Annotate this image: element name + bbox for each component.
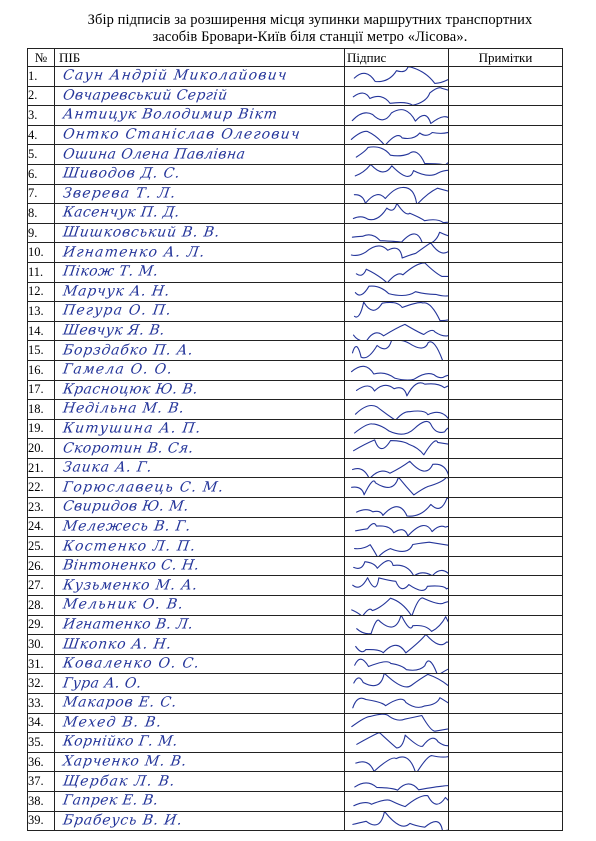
row-number: 28. (28, 596, 55, 616)
signature-cell (345, 321, 449, 341)
handwritten-name: Китушина А. П. (61, 420, 203, 437)
name-cell (55, 164, 345, 184)
signature-scribble (347, 164, 443, 184)
signature-scribble (347, 752, 443, 772)
handwritten-name: Игнатенко А. Л. (61, 244, 207, 261)
notes-cell (449, 537, 563, 557)
handwritten-name: Гапрек Е. В. (61, 792, 160, 809)
handwritten-name: Зверева Т. Л. (61, 185, 178, 202)
row-number: 19. (28, 419, 55, 439)
notes-cell (449, 419, 563, 439)
signature-scribble (347, 733, 443, 753)
table-row (28, 282, 563, 302)
handwritten-name: Шиводов Д. С. (61, 165, 182, 182)
notes-cell (449, 145, 563, 165)
table-row (28, 674, 563, 694)
notes-cell (449, 556, 563, 576)
table-row (28, 635, 563, 655)
signature-scribble (347, 106, 443, 126)
signature-scribble (347, 615, 443, 635)
signature-scribble (347, 811, 443, 831)
signature-cell (345, 184, 449, 204)
name-cell (55, 694, 345, 714)
table-row (28, 341, 563, 361)
name-cell (55, 106, 345, 126)
notes-cell (449, 635, 563, 655)
table-row (28, 439, 563, 459)
name-cell (55, 360, 345, 380)
signature-scribble (347, 360, 443, 380)
row-number: 2. (28, 86, 55, 106)
table-row (28, 164, 563, 184)
row-number: 4. (28, 125, 55, 145)
signature-scribble (347, 674, 443, 694)
name-cell (55, 615, 345, 635)
handwritten-name: Брабеусь В. И. (61, 812, 184, 829)
handwritten-name: Недільна М. В. (61, 401, 186, 418)
signature-cell (345, 400, 449, 420)
row-number: 35. (28, 733, 55, 753)
signature-cell (345, 576, 449, 596)
signature-cell (345, 752, 449, 772)
signature-cell (345, 556, 449, 576)
table-row (28, 262, 563, 282)
handwritten-name: Мележесь В. Г. (61, 518, 193, 535)
handwritten-name: Борздабко П. А. (61, 342, 195, 359)
notes-cell (449, 576, 563, 596)
notes-cell (449, 733, 563, 753)
signature-scribble (347, 243, 443, 263)
handwritten-name: Мельник О. В. (61, 597, 186, 614)
handwritten-name: Щербак Л. В. (61, 773, 177, 790)
name-cell (55, 67, 345, 87)
table-row (28, 752, 563, 772)
name-cell (55, 321, 345, 341)
table-row (28, 419, 563, 439)
signature-scribble (347, 262, 443, 282)
name-cell (55, 635, 345, 655)
signature-cell (345, 106, 449, 126)
name-cell (55, 262, 345, 282)
handwritten-name: Кузьменко М. А. (61, 577, 199, 594)
signature-table (27, 48, 563, 831)
name-cell (55, 537, 345, 557)
signature-scribble (347, 125, 443, 145)
row-number: 9. (28, 223, 55, 243)
row-number: 38. (28, 791, 55, 811)
name-cell (55, 302, 345, 322)
notes-cell (449, 615, 563, 635)
table-row (28, 184, 563, 204)
name-cell (55, 145, 345, 165)
notes-cell (449, 596, 563, 616)
signature-scribble (347, 302, 443, 322)
notes-cell (449, 86, 563, 106)
signature-scribble (347, 498, 443, 518)
signature-scribble (347, 537, 443, 557)
notes-cell (449, 302, 563, 322)
handwritten-name: Овчаревський Сергій (61, 87, 229, 104)
name-cell (55, 458, 345, 478)
signature-scribble (347, 400, 443, 420)
signature-scribble (347, 86, 443, 106)
row-number: 33. (28, 694, 55, 714)
row-number: 14. (28, 321, 55, 341)
signature-cell (345, 596, 449, 616)
row-number: 17. (28, 380, 55, 400)
row-number: 30. (28, 635, 55, 655)
header-signature: Підпис (345, 49, 449, 67)
row-number: 7. (28, 184, 55, 204)
notes-cell (449, 772, 563, 792)
signature-cell (345, 713, 449, 733)
handwritten-name: Мехед В. В. (61, 714, 164, 731)
table-row (28, 556, 563, 576)
row-number: 10. (28, 243, 55, 263)
table-row (28, 498, 563, 518)
row-number: 18. (28, 400, 55, 420)
signature-cell (345, 791, 449, 811)
name-cell (55, 791, 345, 811)
signature-scribble (347, 223, 443, 243)
name-cell (55, 576, 345, 596)
notes-cell (449, 380, 563, 400)
notes-cell (449, 282, 563, 302)
table-row (28, 67, 563, 87)
name-cell (55, 517, 345, 537)
row-number: 5. (28, 145, 55, 165)
signature-cell (345, 772, 449, 792)
table-row (28, 615, 563, 635)
name-cell (55, 596, 345, 616)
name-cell (55, 204, 345, 224)
header-number: № (28, 49, 55, 67)
signature-scribble (347, 184, 443, 204)
signature-cell (345, 478, 449, 498)
signature-cell (345, 204, 449, 224)
signature-cell (345, 67, 449, 87)
notes-cell (449, 752, 563, 772)
row-number: 16. (28, 360, 55, 380)
row-number: 13. (28, 302, 55, 322)
row-number: 23. (28, 498, 55, 518)
notes-cell (449, 674, 563, 694)
signature-scribble (347, 478, 443, 498)
handwritten-name: Гура А. О. (61, 675, 143, 692)
notes-cell (449, 791, 563, 811)
notes-cell (449, 439, 563, 459)
row-number: 39. (28, 811, 55, 831)
name-cell (55, 556, 345, 576)
signature-cell (345, 458, 449, 478)
notes-cell (449, 321, 563, 341)
table-row (28, 106, 563, 126)
name-cell (55, 380, 345, 400)
notes-cell (449, 184, 563, 204)
name-cell (55, 713, 345, 733)
signature-scribble (347, 67, 443, 87)
handwritten-name: Шевчук Я. В. (61, 322, 166, 339)
row-number: 22. (28, 478, 55, 498)
signature-scribble (347, 204, 443, 224)
table-row (28, 517, 563, 537)
signature-scribble (347, 419, 443, 439)
notes-cell (449, 400, 563, 420)
signature-scribble (347, 713, 443, 733)
signature-cell (345, 125, 449, 145)
signature-cell (345, 811, 449, 831)
signature-scribble (347, 576, 443, 596)
handwritten-name: Вінтоненко С. Н. (61, 557, 201, 574)
table-header-row (28, 49, 563, 67)
handwritten-name: Шкопко А. Н. (61, 636, 173, 653)
signature-scribble (347, 635, 443, 655)
signature-scribble (347, 145, 443, 165)
signature-cell (345, 635, 449, 655)
signature-scribble (347, 596, 443, 616)
signature-cell (345, 419, 449, 439)
title-line-2: засобів Бровари-Київ біля станції метро «Лісова». (152, 29, 468, 45)
row-number: 31. (28, 654, 55, 674)
document-title (40, 12, 580, 46)
row-number: 26. (28, 556, 55, 576)
table-row (28, 791, 563, 811)
table-row (28, 204, 563, 224)
notes-cell (449, 478, 563, 498)
row-number: 25. (28, 537, 55, 557)
name-cell (55, 811, 345, 831)
signature-cell (345, 439, 449, 459)
row-number: 34. (28, 713, 55, 733)
signature-scribble (347, 772, 443, 792)
signature-cell (345, 615, 449, 635)
signature-scribble (347, 556, 443, 576)
notes-cell (449, 694, 563, 714)
signature-scribble (347, 380, 443, 400)
name-cell (55, 654, 345, 674)
table-row (28, 321, 563, 341)
handwritten-name: Антицук Володимир Вікт (61, 107, 279, 124)
header-name: ПІБ (55, 49, 345, 67)
signature-cell (345, 654, 449, 674)
name-cell (55, 478, 345, 498)
row-number: 8. (28, 204, 55, 224)
signature-cell (345, 380, 449, 400)
row-number: 11. (28, 262, 55, 282)
handwritten-name: Марчук А. Н. (61, 283, 172, 300)
signature-cell (345, 302, 449, 322)
table-row (28, 400, 563, 420)
signature-cell (345, 360, 449, 380)
handwritten-name: Касенчук П. Д. (61, 205, 181, 222)
row-number: 36. (28, 752, 55, 772)
signature-cell (345, 517, 449, 537)
name-cell (55, 674, 345, 694)
notes-cell (449, 204, 563, 224)
table-row (28, 380, 563, 400)
table-row (28, 596, 563, 616)
name-cell (55, 86, 345, 106)
handwritten-name: Гамела О. О. (61, 361, 175, 378)
handwritten-name: Харченко М. В. (61, 753, 189, 770)
notes-cell (449, 262, 563, 282)
notes-cell (449, 811, 563, 831)
title-line-1: Збір підписів за розширення місця зупинки маршрутних транспортних (87, 12, 533, 28)
signature-cell (345, 262, 449, 282)
handwritten-name: Свиридов Ю. М. (61, 499, 190, 516)
row-number: 20. (28, 439, 55, 459)
row-number: 37. (28, 772, 55, 792)
table-row (28, 811, 563, 831)
table-row (28, 125, 563, 145)
name-cell (55, 223, 345, 243)
handwritten-name: Красноцюк Ю. В. (61, 381, 200, 398)
row-number: 3. (28, 106, 55, 126)
handwritten-name: Заика А. Г. (61, 459, 154, 476)
handwritten-name: Горюславець С. М. (61, 479, 226, 496)
table-row (28, 86, 563, 106)
notes-cell (449, 498, 563, 518)
table-row (28, 223, 563, 243)
row-number: 15. (28, 341, 55, 361)
signature-cell (345, 164, 449, 184)
row-number: 1. (28, 67, 55, 87)
row-number: 6. (28, 164, 55, 184)
name-cell (55, 498, 345, 518)
signature-scribble (347, 321, 443, 341)
table-row (28, 145, 563, 165)
name-cell (55, 243, 345, 263)
table-row (28, 733, 563, 753)
handwritten-name: Саун Андрій Миколайович (61, 67, 289, 84)
name-cell (55, 439, 345, 459)
notes-cell (449, 67, 563, 87)
notes-cell (449, 106, 563, 126)
handwritten-name: Пегура О. П. (61, 303, 174, 320)
name-cell (55, 282, 345, 302)
signature-cell (345, 282, 449, 302)
row-number: 27. (28, 576, 55, 596)
row-number: 24. (28, 517, 55, 537)
signature-cell (345, 341, 449, 361)
notes-cell (449, 654, 563, 674)
notes-cell (449, 360, 563, 380)
name-cell (55, 184, 345, 204)
row-number: 29. (28, 615, 55, 635)
name-cell (55, 733, 345, 753)
handwritten-name: Шишковський В. В. (61, 224, 222, 241)
handwritten-name: Онтко Станіслав Олегович (61, 126, 302, 143)
notes-cell (449, 713, 563, 733)
table-row (28, 360, 563, 380)
signature-cell (345, 86, 449, 106)
handwritten-name: Скоротин В. Ся. (61, 440, 195, 457)
name-cell (55, 400, 345, 420)
signature-cell (345, 733, 449, 753)
signature-scribble (347, 282, 443, 302)
table-row (28, 537, 563, 557)
handwritten-name: Макаров Е. С. (61, 694, 179, 711)
signature-scribble (347, 458, 443, 478)
table-row (28, 654, 563, 674)
name-cell (55, 772, 345, 792)
name-cell (55, 341, 345, 361)
signature-scribble (347, 517, 443, 537)
notes-cell (449, 517, 563, 537)
signature-cell (345, 537, 449, 557)
table-row (28, 302, 563, 322)
table-row (28, 713, 563, 733)
signature-scribble (347, 654, 443, 674)
notes-cell (449, 125, 563, 145)
handwritten-name: Корнійко Г. М. (61, 734, 179, 751)
table-row (28, 772, 563, 792)
table-row (28, 576, 563, 596)
signature-cell (345, 243, 449, 263)
table-row (28, 458, 563, 478)
signature-scribble (347, 439, 443, 459)
notes-cell (449, 164, 563, 184)
notes-cell (449, 243, 563, 263)
name-cell (55, 752, 345, 772)
handwritten-name: Костенко Л. П. (61, 538, 198, 555)
signature-scribble (347, 341, 443, 361)
table-row (28, 694, 563, 714)
table-body (28, 67, 563, 831)
signature-cell (345, 145, 449, 165)
handwritten-name: Ошина Олена Павлівна (61, 146, 247, 163)
signature-scribble (347, 694, 443, 714)
handwritten-name: Коваленко О. С. (61, 655, 202, 672)
notes-cell (449, 341, 563, 361)
handwritten-name: Игнатенко В. Л. (61, 616, 195, 633)
name-cell (55, 419, 345, 439)
signature-cell (345, 674, 449, 694)
signature-cell (345, 498, 449, 518)
notes-cell (449, 458, 563, 478)
table-row (28, 243, 563, 263)
table-row (28, 478, 563, 498)
name-cell (55, 125, 345, 145)
row-number: 21. (28, 458, 55, 478)
handwritten-name: Пікож Т. М. (61, 263, 160, 280)
header-notes: Примітки (449, 49, 563, 67)
signature-cell (345, 223, 449, 243)
row-number: 12. (28, 282, 55, 302)
signature-scribble (347, 791, 443, 811)
signature-cell (345, 694, 449, 714)
row-number: 32. (28, 674, 55, 694)
notes-cell (449, 223, 563, 243)
